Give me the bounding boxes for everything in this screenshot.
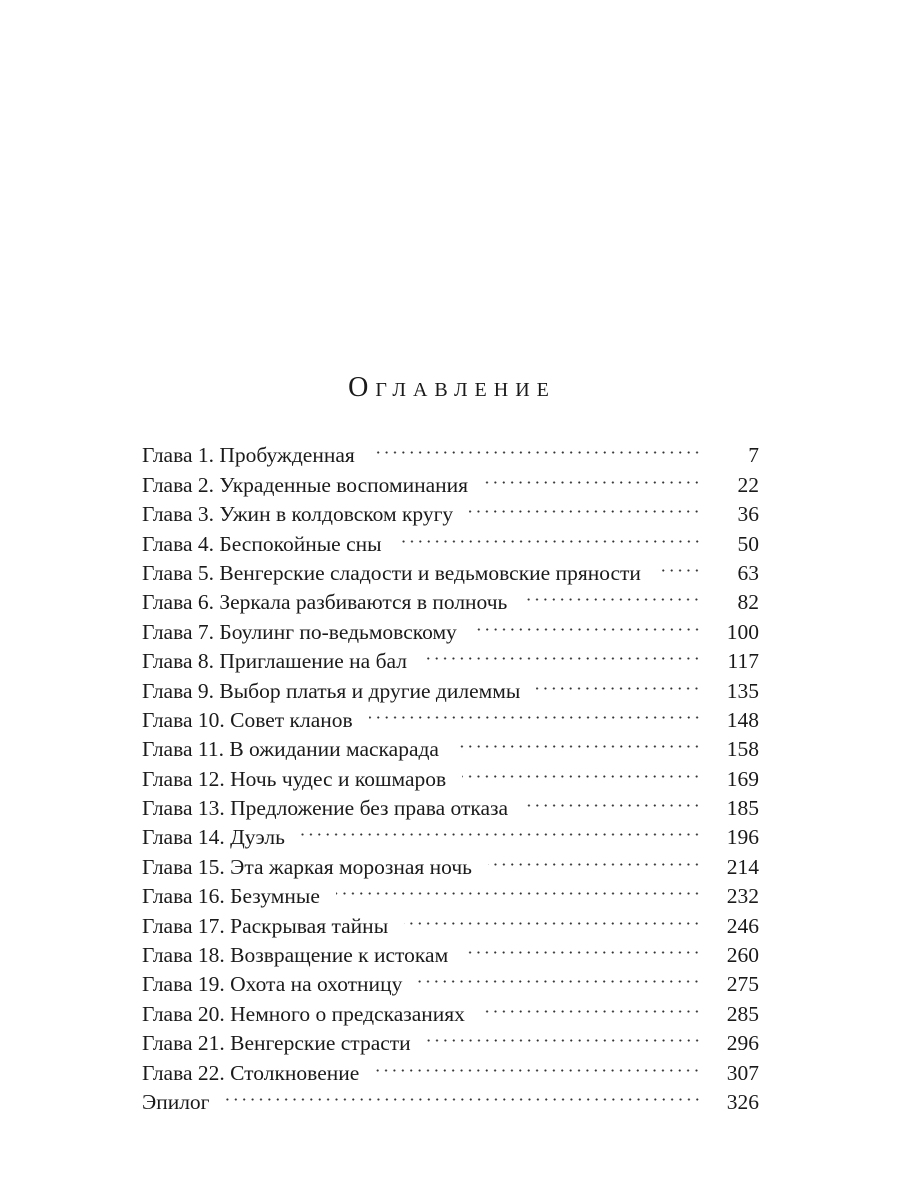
dot-leader	[488, 844, 701, 873]
toc-entry-label: Глава 14. Дуэль	[142, 825, 285, 850]
dot-leader	[371, 433, 701, 462]
dot-leader	[301, 815, 701, 844]
dot-leader	[369, 698, 701, 727]
dot-leader	[536, 668, 701, 697]
toc-entry-page: 307	[726, 1060, 759, 1085]
toc-entry-label: Глава 10. Совет кланов	[142, 707, 353, 732]
toc-entry-label: Глава 20. Немного о предсказаниях	[142, 1001, 465, 1026]
dot-leader	[523, 580, 701, 609]
toc-entry-page: 285	[726, 1001, 759, 1026]
toc-entry-label: Глава 9. Выбор платья и другие дилеммы	[142, 678, 521, 703]
dot-leader	[226, 1080, 701, 1109]
toc-entry-label: Глава 8. Приглашение на бал	[142, 649, 408, 674]
dot-leader	[481, 991, 701, 1020]
toc-entry-page: 275	[726, 972, 759, 997]
toc-entry-page: 22	[737, 472, 759, 497]
page-title: Оглавление	[348, 372, 556, 403]
dot-leader	[484, 462, 701, 491]
dot-leader	[427, 1021, 701, 1050]
toc-entry-label: Глава 4. Беспокойные сны	[142, 531, 382, 556]
toc-entry-page: 117	[727, 649, 759, 674]
dot-leader	[418, 962, 701, 991]
toc-entry-label: Глава 7. Боулинг по-ведьмовскому	[142, 619, 457, 644]
toc-entry-page: 36	[737, 502, 759, 527]
dot-leader	[375, 1050, 701, 1079]
toc-entry-label: Эпилог	[142, 1089, 210, 1114]
dot-leader	[423, 639, 701, 668]
toc-entry-page: 185	[726, 796, 759, 821]
toc-entry-page: 135	[726, 678, 759, 703]
table-of-contents	[142, 433, 759, 1114]
toc-entry-page: 260	[726, 943, 759, 968]
toc-entry-label: Глава 13. Предложение без права отказа	[142, 796, 509, 821]
toc-entry-page: 169	[726, 766, 759, 791]
dot-leader	[336, 874, 701, 903]
toc-entry	[142, 1080, 759, 1114]
toc-entry-label: Глава 18. Возвращение к истокам	[142, 943, 449, 968]
toc-entry-page: 50	[737, 531, 759, 556]
toc-entry-label: Глава 19. Охота на охотницу	[142, 972, 403, 997]
toc-entry-page: 158	[726, 737, 759, 762]
toc-entry-page: 232	[726, 884, 759, 909]
toc-entry-label: Глава 17. Раскрывая тайны	[142, 913, 389, 938]
dot-leader	[404, 903, 701, 932]
toc-entry-label: Глава 12. Ночь чудес и кошмаров	[142, 766, 447, 791]
toc-entry-label: Глава 2. Украденные воспоминания	[142, 472, 469, 497]
toc-entry-label: Глава 5. Венгерские сладости и ведьмовские пряности	[142, 560, 641, 585]
toc-entry-page: 100	[726, 619, 759, 644]
dot-leader	[398, 521, 701, 550]
toc-entry-label: Глава 16. Безумные	[142, 884, 320, 909]
toc-entry-page: 63	[737, 560, 759, 585]
toc-entry-label: Глава 11. В ожидании маскарада	[142, 737, 439, 762]
dot-leader	[657, 551, 701, 580]
toc-entry-page: 196	[726, 825, 759, 850]
toc-entry-label: Глава 22. Столкновение	[142, 1060, 360, 1085]
toc-entry-label: Глава 15. Эта жаркая морозная ночь	[142, 854, 472, 879]
toc-entry-label: Глава 3. Ужин в колдовском кругу	[142, 502, 454, 527]
dot-leader	[455, 727, 701, 756]
dot-leader	[524, 786, 701, 815]
toc-entry-page: 148	[726, 707, 759, 732]
toc-entry-label: Глава 1. Пробужденная	[142, 443, 355, 468]
toc-entry-page: 7	[748, 443, 759, 468]
toc-entry	[142, 433, 759, 468]
toc-entry-page: 296	[726, 1031, 759, 1056]
toc-entry-page: 82	[737, 590, 759, 615]
toc-entry-label: Глава 21. Венгерские страсти	[142, 1031, 411, 1056]
dot-leader	[462, 756, 701, 785]
toc-entry-page: 214	[726, 854, 759, 879]
dot-leader	[469, 492, 701, 521]
toc-entry-label: Глава 6. Зеркала разбиваются в полночь	[142, 590, 508, 615]
dot-leader	[473, 609, 701, 638]
dot-leader	[464, 933, 701, 962]
toc-entry-page: 246	[726, 913, 759, 938]
toc-entry-page: 326	[726, 1089, 759, 1114]
